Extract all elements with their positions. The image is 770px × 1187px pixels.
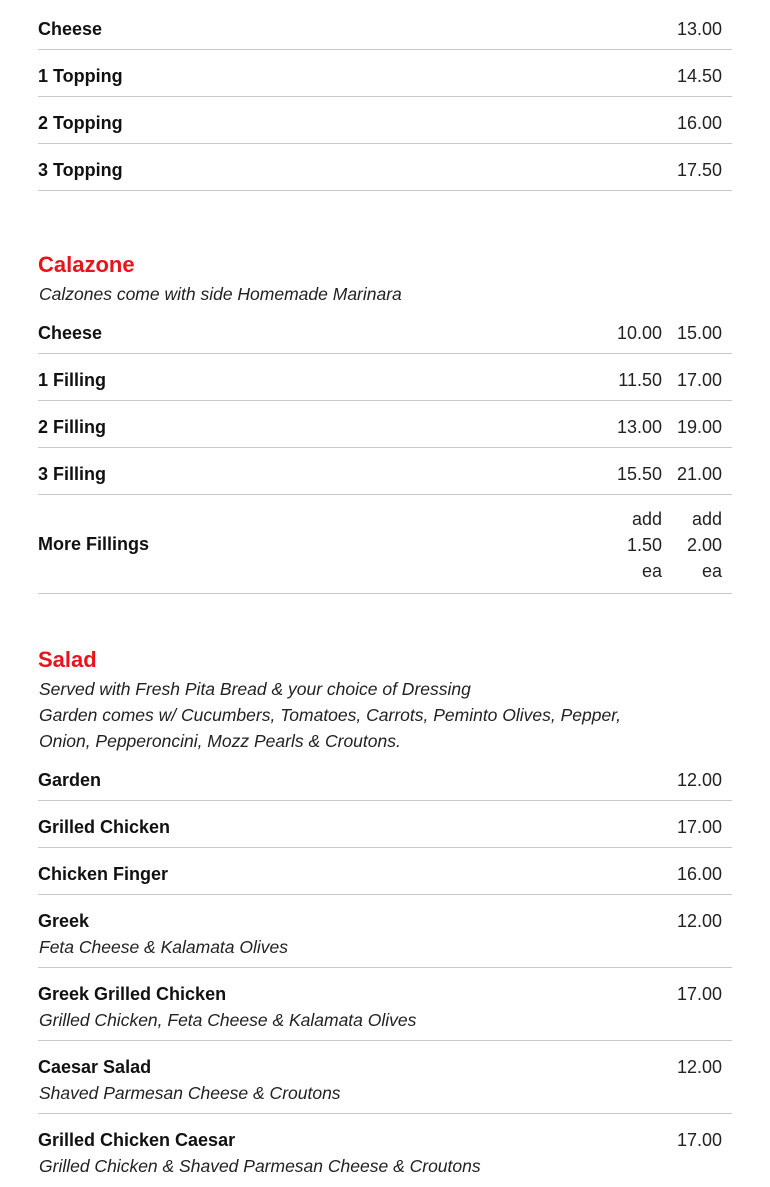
item-price-small: 10.00 — [616, 323, 662, 343]
item-name: 1 Filling — [38, 370, 107, 390]
menu-item — [38, 1114, 732, 1187]
item-price: 12.00 — [676, 1057, 722, 1077]
item-price-large: 15.00 — [676, 323, 722, 343]
item-name: Greek Grilled Chicken — [38, 984, 227, 1004]
item-price-small: 11.50 — [618, 370, 662, 390]
menu-item — [38, 354, 732, 401]
menu-item — [38, 754, 732, 801]
item-price: 16.00 — [676, 113, 722, 133]
item-price: 14.50 — [676, 66, 722, 86]
section-note: Onion, Pepperoncini, Mozz Pearls & Croutons. — [39, 731, 401, 751]
item-name: Greek — [38, 911, 90, 931]
item-name: Caesar Salad — [38, 1057, 152, 1077]
item-price: 12.00 — [676, 770, 722, 790]
item-price-large: 21.00 — [676, 464, 722, 484]
item-price: 17.00 — [676, 1130, 722, 1150]
item-name: More Fillings — [38, 534, 150, 554]
item-description: Feta Cheese & Kalamata Olives — [39, 937, 289, 957]
section-note: Calzones come with side Homemade Marinara — [39, 284, 402, 304]
price-line: 2.00 — [686, 535, 722, 555]
item-price-small — [602, 506, 662, 584]
item-price: 17.00 — [676, 817, 722, 837]
menu-item — [38, 968, 732, 1041]
item-name: 3 Filling — [38, 464, 107, 484]
menu-item — [38, 848, 732, 895]
item-price-small: 15.50 — [616, 464, 662, 484]
item-price: 13.00 — [676, 19, 722, 39]
menu-item-more-fillings — [38, 495, 732, 594]
item-name: Garden — [38, 770, 102, 790]
section-title-calzone: Calazone — [38, 252, 135, 277]
item-price: 12.00 — [676, 911, 722, 931]
salad-price-list — [38, 754, 732, 1187]
item-description: Grilled Chicken, Feta Cheese & Kalamata Olives — [39, 1010, 417, 1030]
item-name: Grilled Chicken — [38, 817, 171, 837]
section-note: Served with Fresh Pita Bread & your choice of Dressing — [39, 679, 471, 699]
section-title-salad: Salad — [38, 647, 97, 672]
price-line: ea — [701, 561, 722, 581]
calzone-price-list — [38, 307, 732, 594]
item-name: Cheese — [38, 323, 103, 343]
item-description: Grilled Chicken & Shaved Parmesan Cheese & Croutons — [39, 1156, 481, 1176]
item-price: 17.00 — [676, 984, 722, 1004]
menu-item — [38, 801, 732, 848]
price-line: 1.50 — [626, 535, 662, 555]
price-line: add — [691, 509, 722, 529]
item-name: 2 Topping — [38, 113, 123, 133]
item-price-large — [662, 506, 722, 584]
item-name: 1 Topping — [38, 66, 123, 86]
menu-item — [38, 1041, 732, 1114]
item-price-large: 19.00 — [676, 417, 722, 437]
menu-item — [38, 50, 732, 97]
pizza-price-list — [38, 3, 732, 191]
section-note: Garden comes w/ Cucumbers, Tomatoes, Carrots, Peminto Olives, Pepper, — [39, 705, 621, 725]
menu-item — [38, 307, 732, 354]
menu-item — [38, 448, 732, 495]
item-name: 3 Topping — [38, 160, 123, 180]
item-name: 2 Filling — [38, 417, 107, 437]
item-price: 16.00 — [676, 864, 722, 884]
item-price-small: 13.00 — [616, 417, 662, 437]
menu-item — [38, 3, 732, 50]
item-description: Shaved Parmesan Cheese & Croutons — [39, 1083, 341, 1103]
price-line: ea — [641, 561, 662, 581]
price-line: add — [631, 509, 662, 529]
item-price: 17.50 — [676, 160, 722, 180]
item-price-large: 17.00 — [676, 370, 722, 390]
menu-item — [38, 401, 732, 448]
menu-item — [38, 144, 732, 191]
item-name: Grilled Chicken Caesar — [38, 1130, 236, 1150]
item-name: Chicken Finger — [38, 864, 169, 884]
menu-item — [38, 97, 732, 144]
item-name: Cheese — [38, 19, 103, 39]
menu-item — [38, 895, 732, 968]
